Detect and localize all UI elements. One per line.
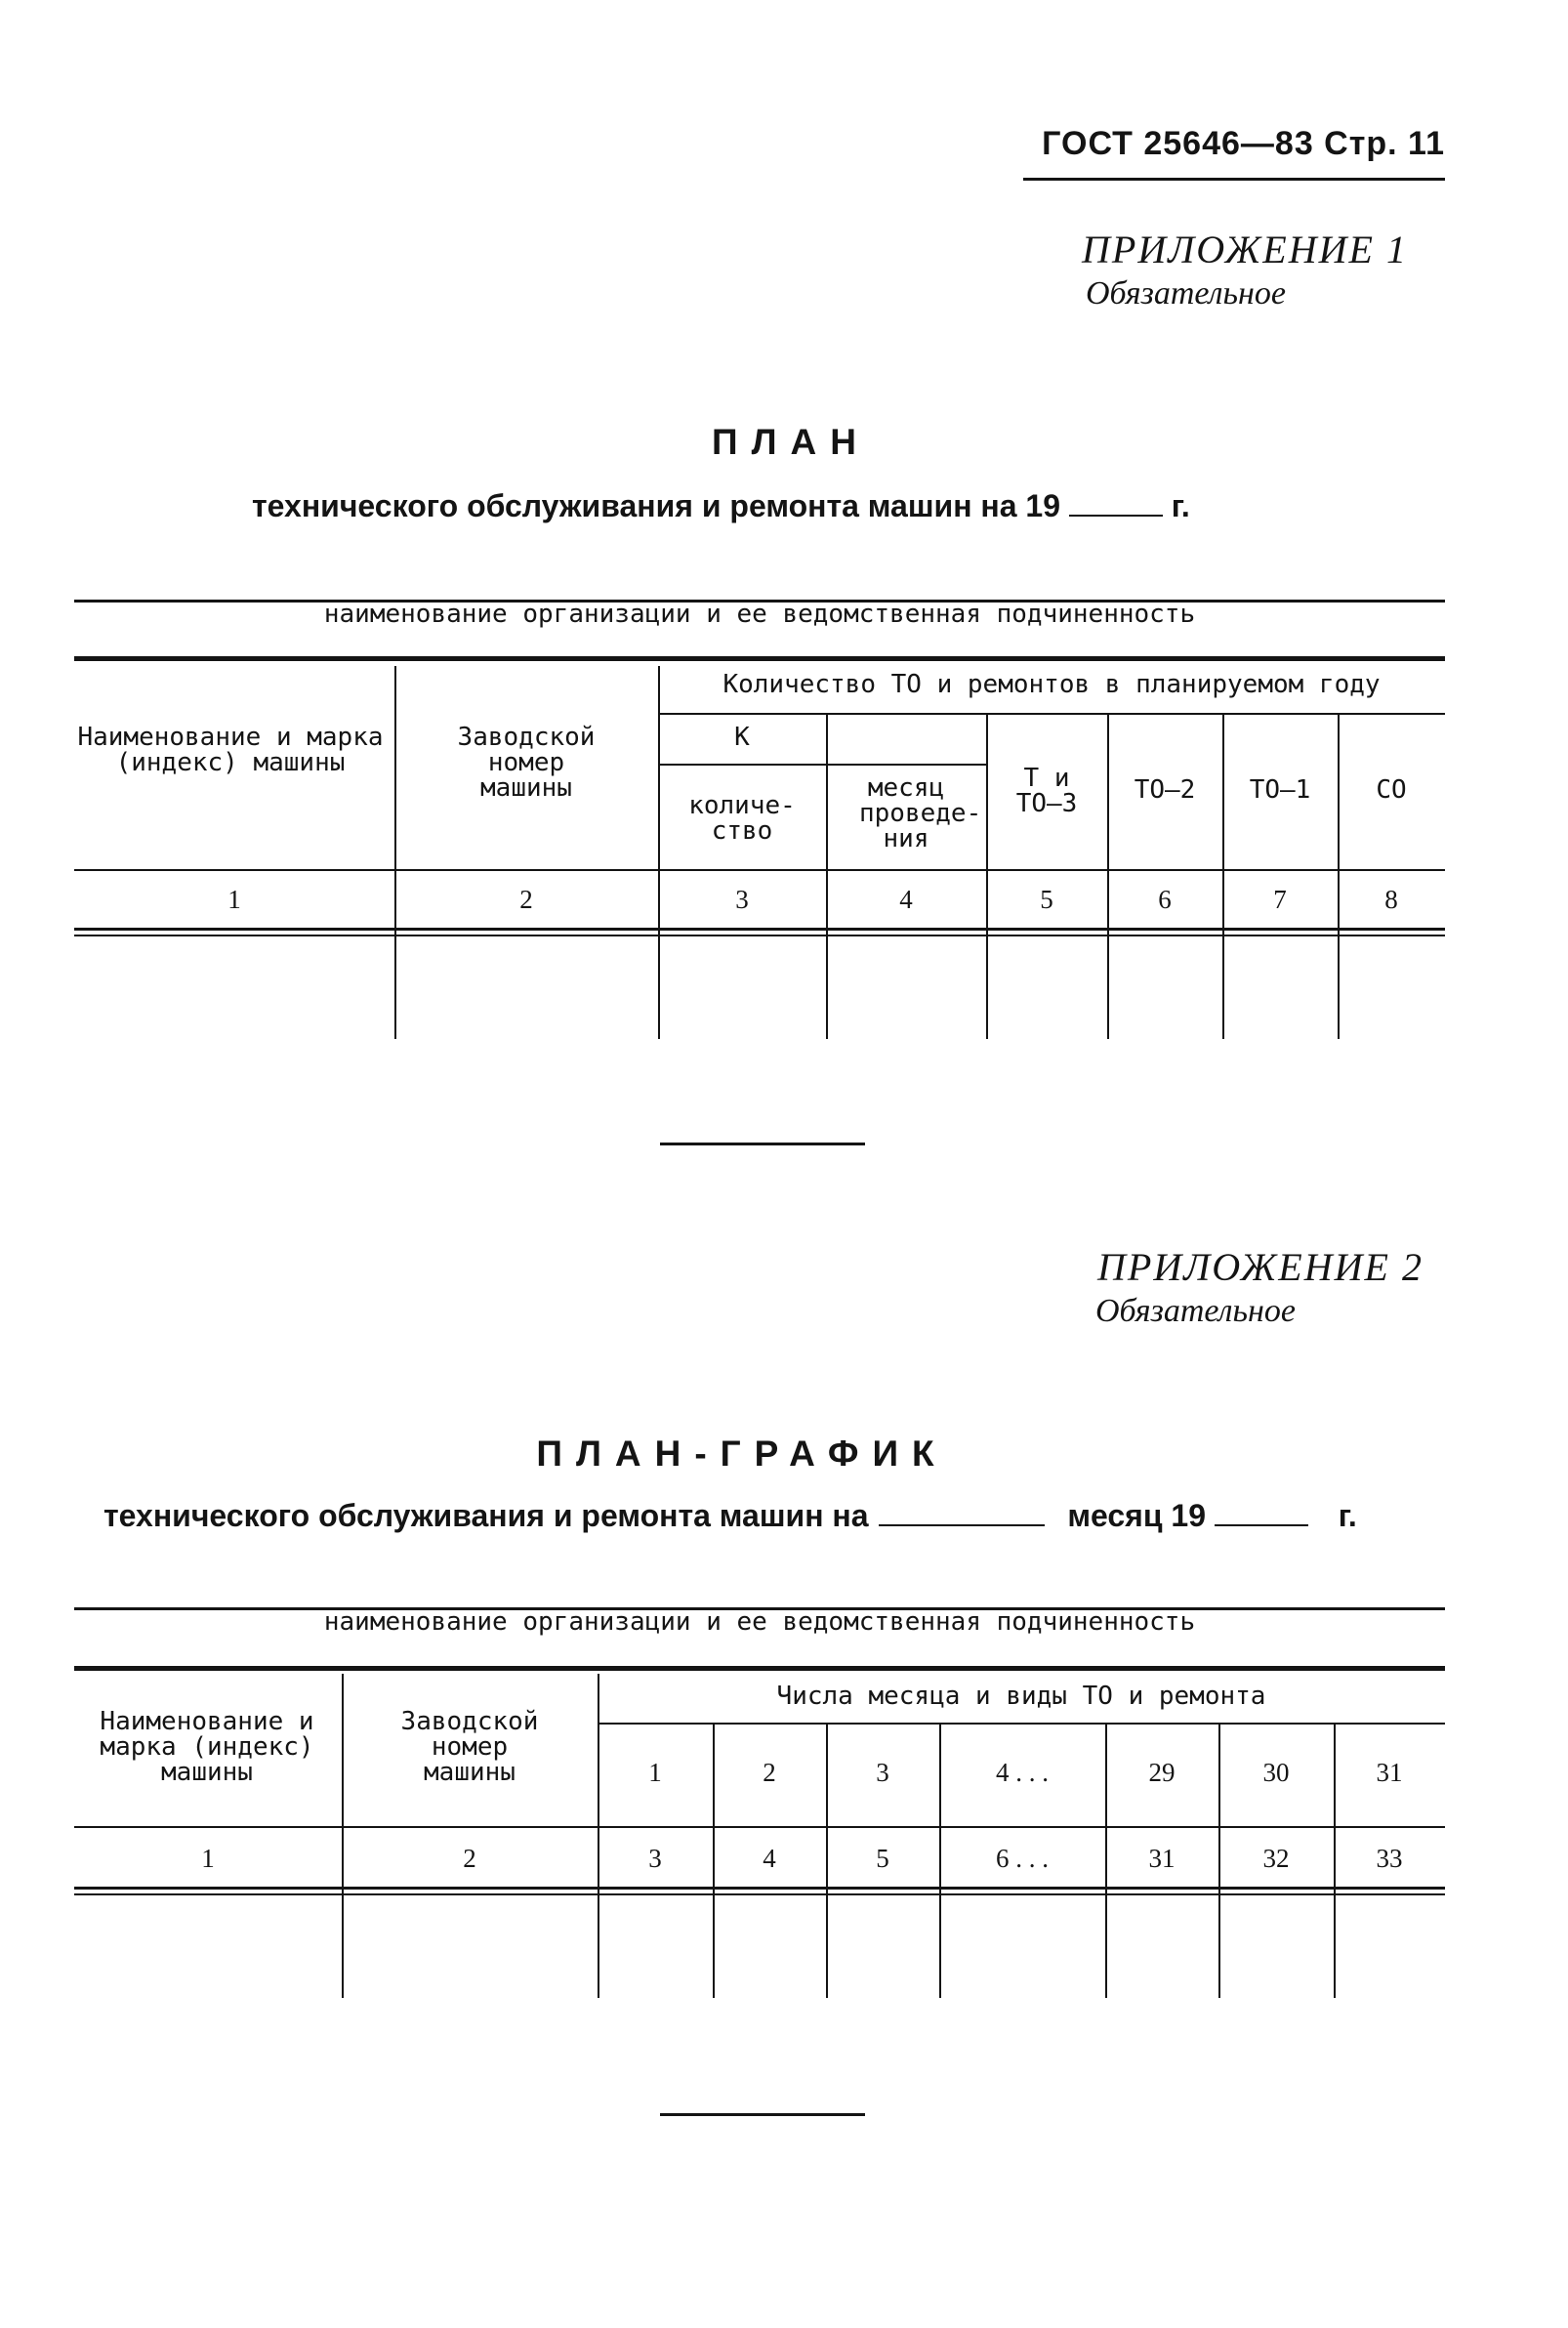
day-header: 4 . . . [996,1758,1049,1787]
col-divider [826,715,828,1039]
table-top-rule [74,656,1445,661]
day-header: 30 [1262,1758,1290,1787]
column-number: 33 [1376,1844,1403,1873]
day-header: 31 [1376,1758,1403,1787]
column-group-header: Количество ТО и ремонтов в планируемом году [722,670,1381,699]
column-number: 5 [876,1844,889,1873]
column-number: 5 [1040,885,1053,914]
column-header-name: Наименование и марка (индекс) машины [77,723,384,777]
column-header-to1: ТО—1 [1249,775,1311,805]
column-header-to2: ТО—2 [1134,775,1196,805]
column-header-name: Наименование и марка (индекс) машины [100,1707,314,1787]
header-bottom-rule [74,1826,1445,1828]
column-group-header: Числа месяца и виды ТО и ремонта [776,1682,1266,1711]
column-header-serial: Заводской номер машины [457,723,596,803]
col-divider [658,666,660,1039]
column-header-serial: Заводской номер машины [400,1707,539,1787]
column-number: 6 . . . [996,1844,1049,1873]
column-header-k-month: месяц проведе-ния [859,773,982,853]
column-number: 4 [763,1844,776,1873]
year-blank [1069,493,1163,517]
appendix1-org-caption: наименование организации и ее ведомственная подчиненность [323,600,1196,629]
column-header-co: СО [1376,775,1407,805]
appendix2-subtitle [103,1498,1357,1534]
number-row-rule-1 [74,1887,1445,1890]
day-header: 3 [876,1758,889,1787]
column-header-k-count: количе-ство [688,791,796,846]
day-header: 29 [1148,1758,1176,1787]
appendix1-subtitle [252,488,1190,524]
col-divider [1222,715,1224,1039]
column-number: 3 [735,885,749,914]
day-header: 2 [763,1758,776,1787]
header-bottom-rule [74,869,1445,871]
appendix1-title: ПРИЛОЖЕНИЕ 1 [1082,228,1408,271]
table-top-rule [74,1666,1445,1671]
column-number: 1 [201,1844,215,1873]
col-divider [598,1674,599,1998]
group-header-rule [658,713,1445,715]
column-number: 2 [463,1844,476,1873]
day-header: 1 [648,1758,662,1787]
appendix2-subtitle-month: месяц 19 [1067,1498,1206,1533]
column-number: 2 [519,885,533,914]
col-divider [1338,715,1340,1039]
month-blank [879,1503,1045,1526]
column-number: 7 [1273,885,1287,914]
appendix1-subtitle-suffix: г. [1171,488,1190,523]
appendix2-subtitle-suffix: г. [1338,1498,1357,1533]
appendix2-status: Обязательное [1095,1293,1296,1329]
col-divider [1107,715,1109,1039]
column-number: 1 [227,885,241,914]
column-header-t-to3: Т и ТО—3 [1015,764,1078,818]
column-number: 31 [1148,1844,1176,1873]
appendix1-subtitle-text: технического обслуживания и ремонта машин на 19 [252,488,1061,523]
col-divider [986,715,988,1039]
column-number: 4 [899,885,913,914]
column-number: 32 [1262,1844,1290,1873]
page-header: ГОСТ 25646—83 Стр. 11 [1042,125,1445,162]
appendix2-org-caption: наименование организации и ее ведомственная подчиненность [323,1607,1196,1637]
column-number: 8 [1384,885,1398,914]
column-number: 6 [1158,885,1172,914]
year-blank [1215,1503,1308,1526]
col-divider [394,666,396,1039]
appendix2-title: ПРИЛОЖЕНИЕ 2 [1097,1245,1424,1289]
group-header-rule [598,1723,1445,1725]
section-separator [660,1143,865,1145]
section-separator [660,2113,865,2116]
number-row-rule-2 [74,935,1445,936]
number-row-rule-2 [74,1893,1445,1895]
column-header-k: К [734,723,750,752]
appendix1-heading: ПЛАН [712,422,870,462]
number-row-rule-1 [74,928,1445,931]
appendix1-status: Обязательное [1086,275,1286,312]
appendix2-subtitle-text: технического обслуживания и ремонта машин на [103,1498,869,1533]
header-underline [1023,178,1445,181]
appendix2-heading: ПЛАН-ГРАФИК [536,1434,948,1474]
k-header-rule [660,764,986,766]
column-number: 3 [648,1844,662,1873]
